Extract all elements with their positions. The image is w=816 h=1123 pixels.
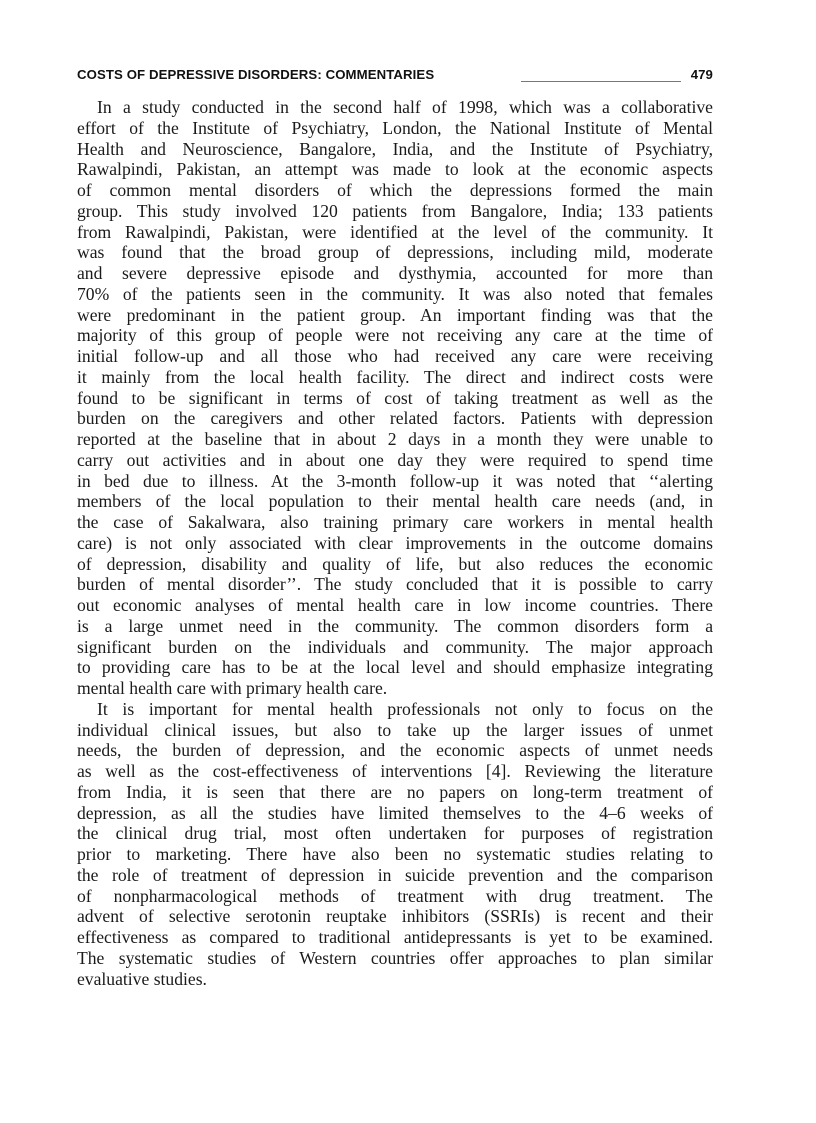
- text-line: was found that the broad group of depressions, including mild, moderate: [77, 242, 713, 263]
- text-line: reported at the baseline that in about 2 days in a month they were unable to: [77, 429, 713, 449]
- text-line: 70% of the patients seen in the community. It was also noted that females: [77, 283, 713, 304]
- text-line: and severe depressive episode and dysthymia, accounted for more than: [77, 263, 713, 283]
- text-line: members of the local population to their mental health care needs (and, in: [77, 491, 713, 512]
- text-line: majority of this group of people were not receiving any care at the time of: [77, 325, 713, 346]
- text-line: In a study conducted in the second half of 1998, which was a collaborative: [97, 97, 713, 117]
- text-line: initial follow-up and all those who had received any care were receiving: [77, 346, 713, 366]
- text-line: Health and Neuroscience, Bangalore, India, and the Institute of Psychiatry,: [77, 138, 713, 159]
- text-line: Rawalpindi, Pakistan, an attempt was made to look at the economic aspects: [77, 159, 713, 180]
- text-line: group. This study involved 120 patients from Bangalore, India; 133 patients: [77, 200, 713, 221]
- text-line: from Rawalpindi, Pakistan, were identified at the level of the community. It: [77, 221, 713, 242]
- text-line: effort of the Institute of Psychiatry, London, the National Institute of Mental: [77, 117, 713, 138]
- text-line: significant burden on the individuals and community. The major approach: [77, 636, 713, 657]
- text-line: advent of selective serotonin reuptake inhibitors (SSRIs) is recent and their: [77, 906, 713, 927]
- running-header: [77, 64, 713, 86]
- text-line: individual clinical issues, but also to take up the larger issues of unmet: [77, 719, 713, 740]
- text-line: burden of mental disorder’’. The study concluded that it is possible to carry: [77, 574, 713, 595]
- text-line: out economic analyses of mental health care in low income countries. There: [77, 595, 713, 615]
- text-line: of common mental disorders of which the depressions formed the main: [77, 180, 713, 200]
- text-line: it mainly from the local health facility. The direct and indirect costs were: [77, 366, 713, 387]
- text-line: in bed due to illness. At the 3-month follow-up it was noted that ‘‘alerting: [77, 470, 713, 491]
- text-line: were predominant in the patient group. An important finding was that the: [77, 304, 713, 325]
- text-line: depression, as all the studies have limited themselves to the 4–6 weeks of: [77, 802, 713, 823]
- body-text: [77, 97, 713, 989]
- text-line: the case of Sakalwara, also training primary care workers in mental health: [77, 512, 713, 532]
- text-line: found to be significant in terms of cost of taking treatment as well as the: [77, 387, 713, 408]
- text-line: burden on the caregivers and other related factors. Patients with depression: [77, 408, 713, 429]
- text-line: mental health care with primary health care.: [77, 678, 388, 698]
- running-title: COSTS OF DEPRESSIVE DISORDERS: COMMENTARIES: [77, 67, 435, 82]
- text-line: is a large unmet need in the community. The common disorders form a: [77, 615, 713, 636]
- text-line: the clinical drug trial, most often undertaken for purposes of registration: [77, 823, 713, 844]
- text-line: carry out activities and in about one day they were required to spend time: [77, 449, 713, 470]
- text-line: the role of treatment of depression in suicide prevention and the comparison: [77, 864, 713, 885]
- text-line: care) is not only associated with clear improvements in the outcome domains: [77, 532, 713, 553]
- page-number: 479: [690, 67, 713, 82]
- paragraph-1: [77, 97, 713, 699]
- text-line: effectiveness as compared to traditional antidepressants is yet to be examined.: [77, 927, 713, 947]
- text-line: as well as the cost-effectiveness of interventions [4]. Reviewing the literature: [77, 761, 713, 781]
- text-line: from India, it is seen that there are no papers on long-term treatment of: [77, 781, 713, 802]
- paragraph-2: [77, 699, 713, 990]
- text-line: evaluative studies.: [77, 968, 207, 989]
- text-line: It is important for mental health professionals not only to focus on the: [97, 698, 713, 719]
- text-line: The systematic studies of Western countries offer approaches to plan similar: [77, 947, 713, 968]
- text-line: to providing care has to be at the local level and should emphasize integrating: [77, 657, 713, 678]
- text-line: needs, the burden of depression, and the economic aspects of unmet needs: [77, 740, 713, 761]
- text-line: prior to marketing. There have also been no systematic studies relating to: [77, 844, 713, 864]
- text-line: of depression, disability and quality of life, but also reduces the economic: [77, 553, 713, 574]
- header-rule: [521, 81, 681, 82]
- text-line: of nonpharmacological methods of treatment with drug treatment. The: [77, 885, 713, 906]
